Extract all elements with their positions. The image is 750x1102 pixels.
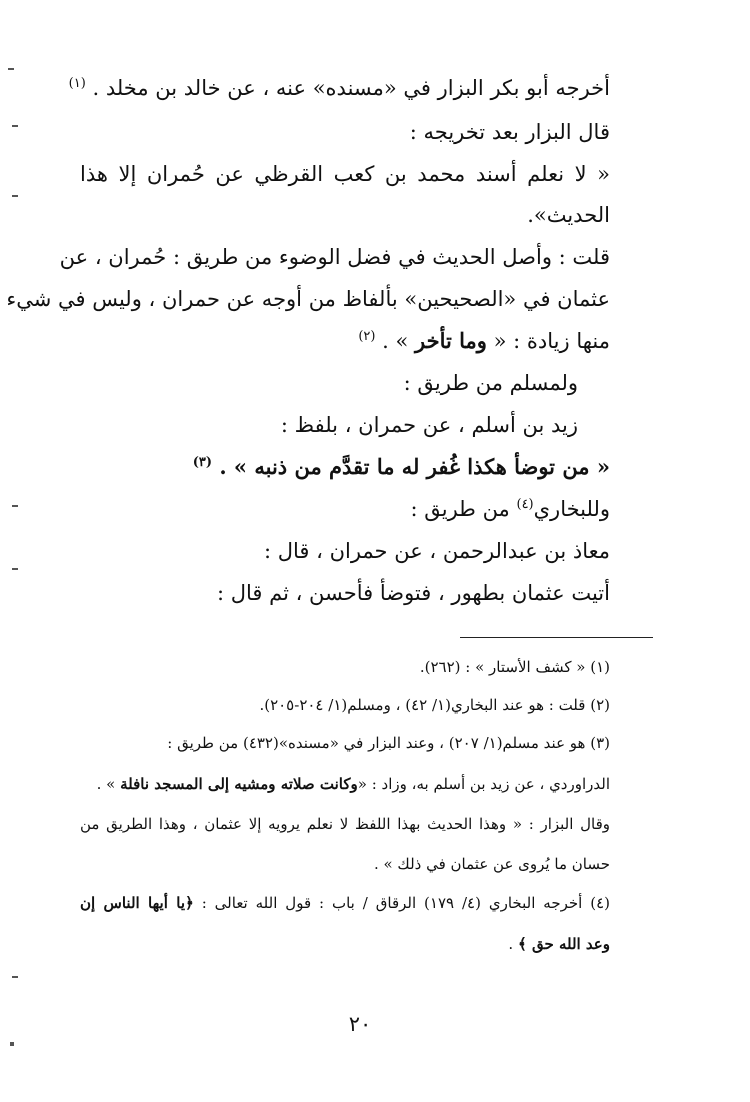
margin-mark — [8, 68, 14, 70]
body-line-12: معاذ بن عبدالرحمن ، عن حمران ، قال : — [264, 539, 610, 563]
margin-mark — [12, 125, 18, 127]
footnote-3-line-3: وقال البزار : « وهذا الحديث بهذا اللفظ لا نعلم يرويه إلا عثمان ، وهذا الطريق من — [80, 815, 610, 833]
footnote-ref-1: (١) — [68, 76, 86, 91]
margin-mark — [12, 195, 18, 197]
margin-mark — [12, 568, 18, 570]
footnote-ref-3: (٣) — [192, 455, 212, 470]
footnote-4-line-1: (٤) أخرجه البخاري (٤/ ١٧٩) الرقاق / باب : قول الله تعالى : ﴿يا أيها الناس إن — [80, 894, 611, 912]
footnote-ref-2: (٢) — [358, 329, 376, 344]
margin-dot — [10, 1042, 14, 1046]
body-line-4: الحديث». — [527, 203, 610, 227]
footnote-3-line-1: (٣) هو عند مسلم(١/ ٢٠٧) ، وعند البزار في «مسنده»(٤٣٢) من طريق : — [167, 734, 610, 752]
footnote-ref-4: (٤) — [516, 497, 534, 512]
footnote-separator — [460, 637, 653, 638]
margin-mark — [12, 976, 18, 978]
body-line-9: زيد بن أسلم ، عن حمران ، بلفظ : — [280, 413, 578, 437]
margin-mark — [12, 505, 18, 507]
bold-phrase: وما تأخر — [415, 328, 487, 353]
body-line-2: قال البزار بعد تخريجه : — [409, 120, 610, 144]
body-line-13: أتيت عثمان بطهور ، فتوضأ فأحسن ، ثم قال : — [216, 581, 610, 605]
footnote-3-line-2: الدراوردي ، عن زيد بن أسلم به، وزاد : «وكانت صلاته ومشيه إلى المسجد نافلة » . — [96, 775, 610, 793]
body-line-11: وللبخاري$^{(٤)}$ من طريق : — [410, 497, 610, 521]
body-line-3: « لا نعلم أسند محمد بن كعب القرظي عن حُمران إلا هذا — [80, 162, 610, 186]
body-line-10: « من توضأ هكذا غُفر له ما تقدَّم من ذنبه » . $^{(٣)}$ — [192, 454, 610, 479]
body-line-7: منها زيادة : « وما تأخر » . $^{(٢)}$ — [358, 328, 610, 353]
footnote-3-line-4: حسان ما يُروى عن عثمان في ذلك » . — [373, 855, 610, 873]
page-number: ٢٠ — [348, 1012, 372, 1036]
body-line-5: قلت : وأصل الحديث في فضل الوضوء من طريق : حُمران ، عن — [59, 245, 610, 269]
footnote-1: (١) « كشف الأستار » : (٢٦٢). — [419, 658, 610, 676]
body-line-6: عثمان في «الصحيحين» بألفاظ من أوجه عن حمران ، وليس في شيء — [6, 287, 610, 311]
body-line-8: ولمسلم من طريق : — [403, 371, 578, 395]
body-line-1: أخرجه أبو بكر البزار في «مسنده» عنه ، عن خالد بن مخلد . $^{(١)}$ — [68, 76, 610, 100]
footnote-4-line-2: وعد الله حق ﴾ . — [508, 935, 610, 953]
footnote-2: (٢) قلت : هو عند البخاري(١/ ٤٢) ، ومسلم(١/ ٢٠٤-٢٠٥). — [259, 696, 610, 714]
